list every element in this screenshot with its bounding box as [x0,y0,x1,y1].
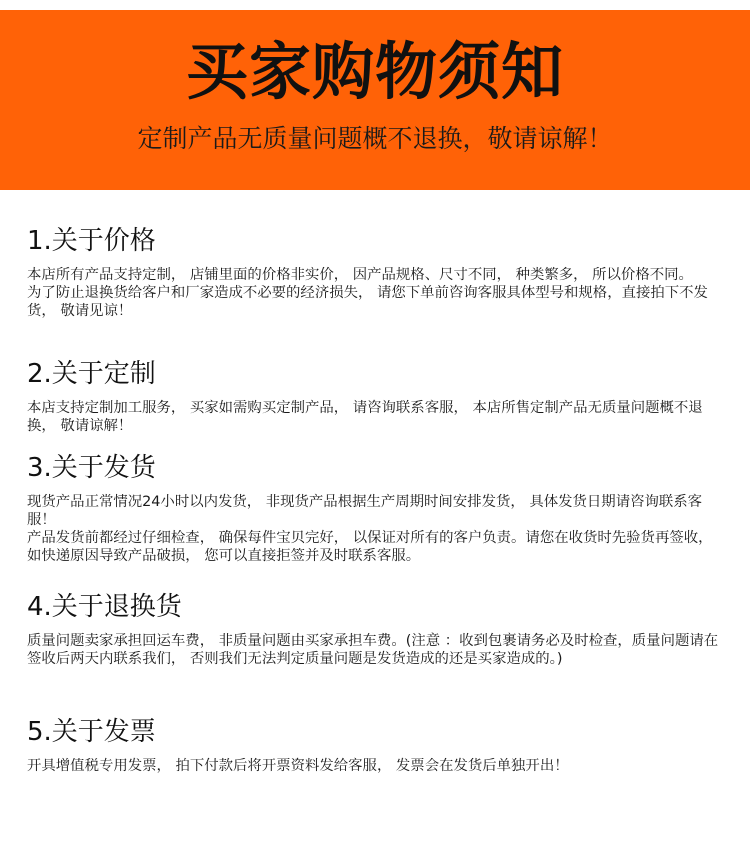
paragraph: 为了防止退换货给客户和厂家造成不必要的经济损失， 请您下单前咨询客服具体型号和规格，直接拍下不发货， 敬请见谅！ [27,285,708,319]
paragraph: 质量问题卖家承担回运车费， 非质量问题由买家承担车费。(注意 ：收到包裹请务必及时检查，质量问题请在签收后两天内联系我们， 否则我们无法判定质量问题是发货造成的还是买家造成的。) [27,633,719,667]
section-heading-shipping: 3.关于发货 [27,453,156,483]
section-heading-price: 1.关于价格 [27,226,156,256]
section-price [27,224,727,320]
paragraph: 本店所有产品支持定制， 店铺里面的价格非实价， 因产品规格、尺寸不同， 种类繁多， 所以价格不同。 [27,267,693,283]
section-body-price [27,266,727,320]
section-heading-customization: 2.关于定制 [27,359,156,389]
paragraph: 开具增值税专用发票， 拍下付款后将开票资料发给客服， 发票会在发货后单独开出！ [27,758,569,774]
section-body-returns [27,632,727,668]
paragraph: 产品发货前都经过仔细检查， 确保每件宝贝完好， 以保证对所有的客户负责。请您在收货时先验货再签收， 如快递原因导致产品破损， 您可以直接拒签并及时联系客服。 [27,530,713,564]
paragraph: 本店支持定制加工服务， 买家如需购买定制产品， 请咨询联系客服， 本店所售定制产品无质量问题概不退换， 敬请谅解！ [27,400,703,434]
section-body-shipping [27,493,727,565]
section-returns [27,590,727,668]
section-heading-invoice: 5.关于发票 [27,717,156,747]
page-title: 买家购物须知 [185,35,564,108]
section-invoice [27,715,727,775]
page-subtitle: 定制产品无质量问题概不退换，敬请谅解！ [137,124,613,153]
section-shipping [27,451,727,565]
paragraph: 现货产品正常情况24小时以内发货， 非现货产品根据生产周期时间安排发货， 具体发货日期请咨询联系客服！ [27,494,703,528]
section-body-customization [27,399,727,435]
section-customization [27,357,727,435]
section-body-invoice [27,757,727,775]
header-banner [0,10,750,190]
section-heading-returns: 4.关于退换货 [27,592,182,622]
